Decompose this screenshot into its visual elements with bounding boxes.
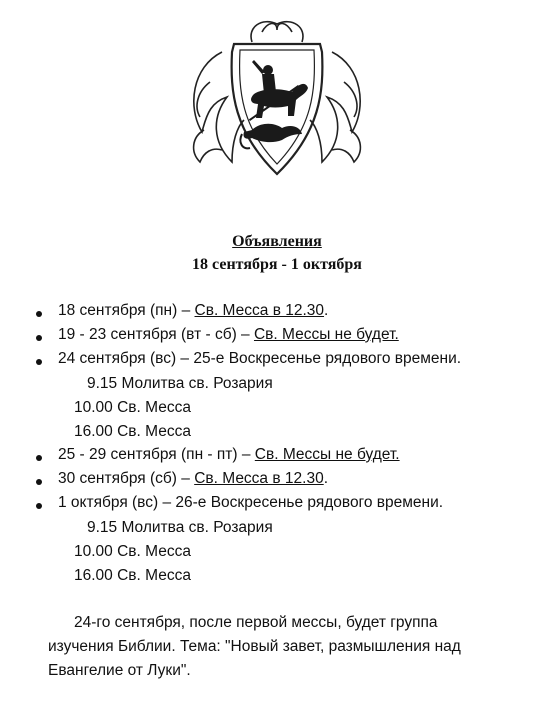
schedule-line: 10.00 Св. Месса bbox=[74, 399, 191, 416]
bullet-icon bbox=[36, 335, 42, 341]
page-title: Объявления bbox=[232, 233, 322, 250]
schedule-line: 16.00 Св. Месса bbox=[74, 423, 191, 440]
list-item: 1 октября (вс) – 26-е Воскресенье рядового времени. bbox=[58, 494, 444, 511]
bullet-icon bbox=[36, 479, 42, 485]
coat-of-arms-emblem bbox=[182, 12, 372, 192]
list-item: 18 сентября (пн) – Св. Месса в 12.30. bbox=[58, 302, 329, 319]
schedule-line: 9.15 Молитва св. Розария bbox=[87, 375, 273, 392]
schedule-line: 10.00 Св. Месса bbox=[74, 543, 191, 560]
bullet-icon bbox=[36, 311, 42, 317]
note-line: Евангелие от Луки". bbox=[48, 662, 191, 679]
list-item: 19 - 23 сентября (вт - сб) – Св. Мессы не будет. bbox=[58, 326, 399, 343]
schedule-line: 16.00 Св. Месса bbox=[74, 567, 191, 584]
schedule-line: 9.15 Молитва св. Розария bbox=[87, 519, 273, 536]
list-item: 25 - 29 сентября (пн - пт) – Св. Мессы не будет. bbox=[58, 446, 400, 463]
bullet-icon bbox=[36, 455, 42, 461]
date-range: 18 сентября - 1 октября bbox=[192, 256, 362, 273]
note-line: изучения Библии. Тема: "Новый завет, размышления над bbox=[48, 638, 461, 655]
list-item: 30 сентября (сб) – Св. Месса в 12.30. bbox=[58, 470, 329, 487]
list-item: 24 сентября (вс) – 25-е Воскресенье рядового времени. bbox=[58, 350, 462, 367]
bullet-icon bbox=[36, 359, 42, 365]
bullet-icon bbox=[36, 503, 42, 509]
note-line: 24-го сентября, после первой мессы, будет группа bbox=[74, 614, 438, 631]
